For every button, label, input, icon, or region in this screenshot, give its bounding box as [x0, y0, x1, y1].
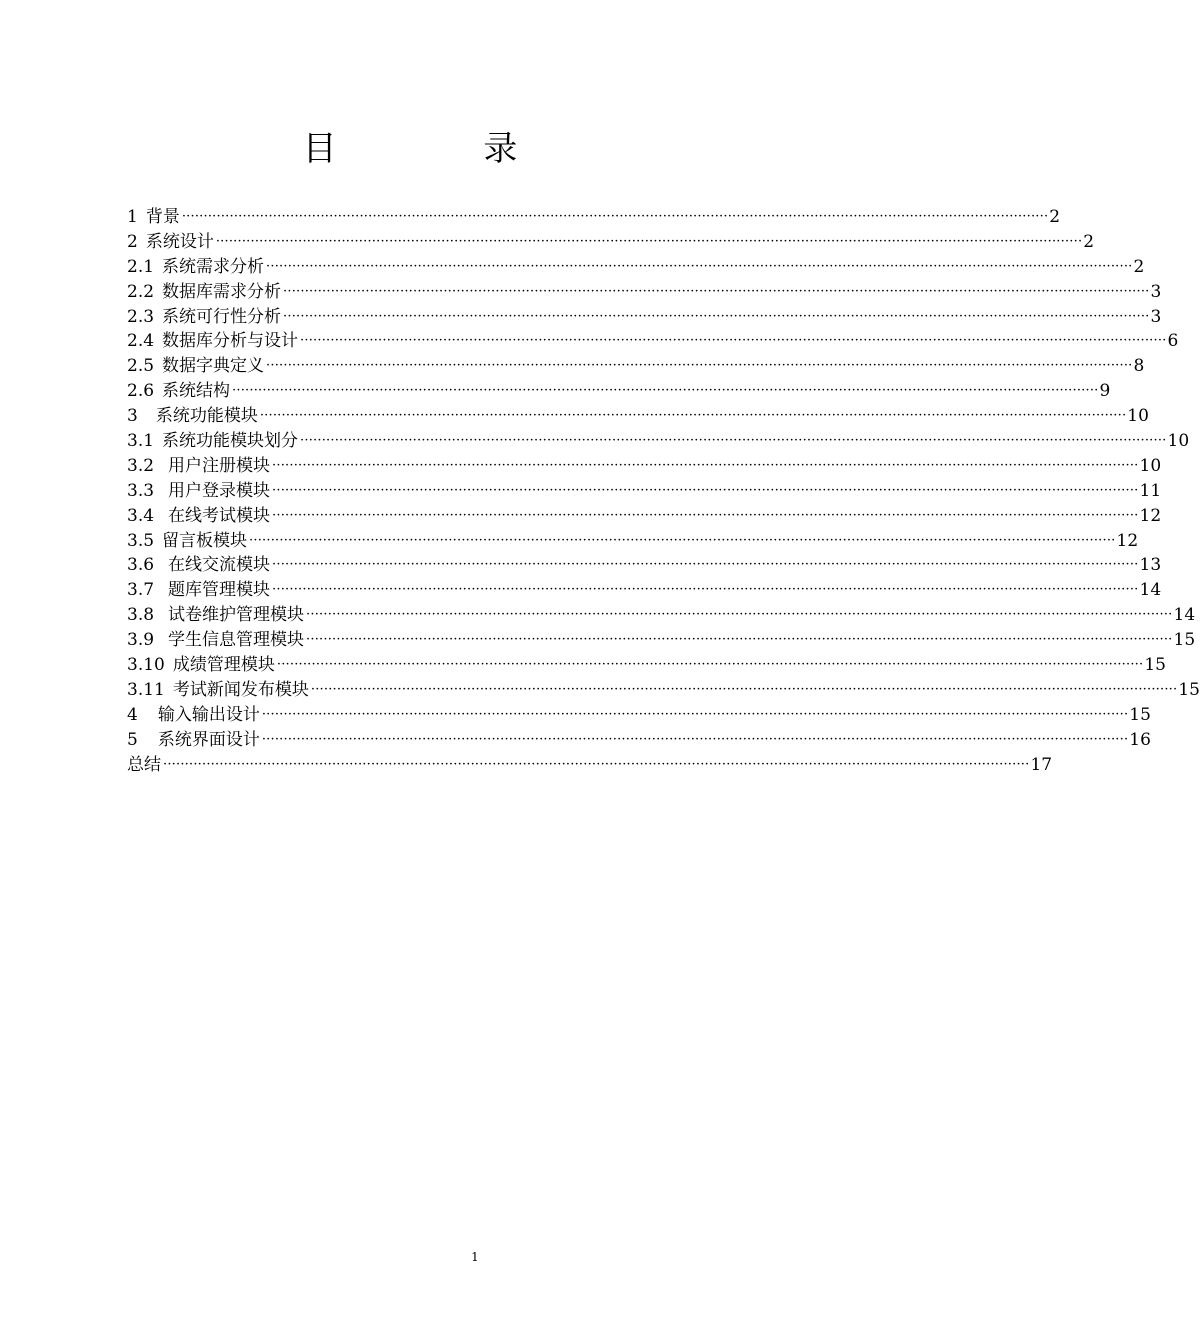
toc-dot-leader: ········································································································································································································	[266, 258, 1133, 274]
toc-entry-label: 总结	[127, 754, 161, 775]
toc-entry-number: 2.5	[127, 356, 155, 377]
toc-entry[interactable]	[127, 753, 1053, 778]
toc-entry-page: 10	[1167, 431, 1190, 452]
toc-entry-page: 12	[1139, 505, 1162, 526]
toc-entry[interactable]	[127, 454, 1162, 479]
toc-entry-label: 用户注册模块	[168, 455, 271, 476]
toc-entry-page: 15	[1144, 655, 1166, 676]
toc-entry-number: 3.5	[127, 530, 155, 551]
toc-entry-label: 试卷维护管理模块	[168, 605, 305, 626]
toc-entry-number: 3.1	[127, 431, 155, 452]
toc-entry-label: 在线考试模块	[168, 505, 271, 526]
toc-entry-number: 2.3	[127, 306, 155, 327]
toc-entry[interactable]	[127, 703, 1151, 728]
toc-dot-leader: ········································································································································································································	[261, 731, 1129, 747]
toc-entry[interactable]	[127, 603, 1196, 628]
toc-dot-leader: ········································································································································································································	[272, 482, 1139, 498]
toc-entry[interactable]	[127, 255, 1145, 280]
toc-entry[interactable]	[127, 205, 1061, 230]
toc-entry-label: 留言板模块	[162, 530, 248, 551]
toc-entry-label: 数据库分析与设计	[162, 331, 299, 352]
toc-entry[interactable]	[127, 230, 1095, 255]
toc-entry-label: 输入输出设计	[157, 704, 260, 725]
toc-entry[interactable]	[127, 479, 1162, 504]
toc-dot-leader: ········································································································································································································	[300, 433, 1167, 449]
toc-dot-leader: ········································································································································································································	[215, 233, 1083, 249]
toc-entry-page: 17	[1030, 754, 1053, 775]
toc-dot-leader: ········································································································································································································	[232, 383, 1099, 399]
toc-entry-number: 3.10	[127, 655, 165, 676]
toc-entry-label: 系统功能模块	[155, 406, 258, 427]
toc-entry-number: 3.3	[127, 480, 155, 501]
toc-entry-number: 3	[127, 406, 138, 427]
toc-entry[interactable]	[127, 578, 1162, 603]
toc-entry-number: 2.6	[127, 381, 155, 402]
toc-entry-page: 2	[1049, 207, 1061, 227]
toc-dot-leader: ········································································································································································································	[249, 532, 1116, 548]
toc-entry-page: 15	[1178, 679, 1200, 700]
toc-entry[interactable]	[127, 728, 1151, 753]
toc-dot-leader: ········································································································································································································	[276, 657, 1144, 673]
toc-dot-leader: ········································································································································································································	[310, 681, 1178, 697]
toc-entry-label: 系统结构	[162, 381, 231, 402]
toc-entry-page: 9	[1099, 381, 1111, 402]
toc-dot-leader: ········································································································································································································	[306, 607, 1173, 623]
toc-entry[interactable]	[127, 429, 1190, 454]
toc-entry[interactable]	[127, 504, 1162, 529]
toc-entry-page: 14	[1139, 580, 1162, 601]
toc-entry-label: 系统功能模块划分	[162, 431, 299, 452]
toc-entry-page: 10	[1127, 406, 1149, 427]
toc-entry[interactable]	[127, 529, 1139, 554]
toc-entry-number: 4	[127, 704, 138, 725]
toc-entry-page: 12	[1116, 530, 1139, 551]
toc-entry-label: 成绩管理模块	[172, 655, 275, 676]
toc-entry-number: 3.6	[127, 555, 155, 576]
toc-entry-label: 系统需求分析	[162, 256, 265, 277]
toc-entry-page: 2	[1083, 231, 1095, 252]
toc-entry-number: 3.7	[127, 580, 155, 601]
toc-entry-page: 15	[1129, 704, 1151, 725]
toc-dot-leader: ········································································································································································································	[272, 457, 1139, 473]
toc-entry-label: 考试新闻发布模块	[172, 679, 309, 700]
toc-entry-number: 2	[127, 231, 138, 252]
toc-entry-number: 1	[127, 207, 138, 227]
table-of-contents	[127, 205, 1200, 777]
toc-entry[interactable]	[127, 305, 1162, 330]
toc-entry[interactable]	[127, 678, 1200, 703]
toc-entry-label: 题库管理模块	[168, 580, 271, 601]
toc-dot-leader: ········································································································································································································	[163, 756, 1030, 772]
toc-entry-label: 背景	[145, 207, 180, 227]
toc-entry-page: 10	[1139, 455, 1162, 476]
toc-dot-leader: ········································································································································································································	[283, 308, 1150, 324]
toc-entry-label: 数据库需求分析	[162, 281, 282, 302]
toc-entry-page: 11	[1139, 480, 1162, 501]
toc-entry-page: 8	[1133, 356, 1145, 377]
toc-entry-number: 5	[127, 729, 138, 750]
toc-dot-leader: ········································································································································································································	[272, 557, 1139, 573]
toc-entry-number: 2.2	[127, 281, 155, 302]
toc-entry-page: 3	[1150, 281, 1162, 302]
toc-entry-page: 2	[1133, 256, 1145, 277]
toc-entry-page: 16	[1129, 729, 1151, 750]
toc-entry[interactable]	[127, 280, 1162, 305]
toc-entry-number: 3.11	[127, 679, 165, 700]
toc-entry-label: 系统界面设计	[157, 729, 260, 750]
toc-entry[interactable]	[127, 553, 1162, 578]
page-title: 目 录	[302, 129, 586, 169]
toc-entry-page: 14	[1173, 605, 1196, 626]
toc-dot-leader: ········································································································································································································	[272, 582, 1139, 598]
toc-entry-number: 2.4	[127, 331, 155, 352]
toc-entry-label: 学生信息管理模块	[168, 630, 305, 651]
toc-dot-leader: ········································································································································································································	[283, 283, 1150, 299]
toc-dot-leader: ········································································································································································································	[259, 408, 1127, 424]
toc-dot-leader: ········································································································································································································	[261, 706, 1129, 722]
toc-entry-number: 3.2	[127, 455, 155, 476]
page-number: 1	[471, 1250, 479, 1264]
toc-entry[interactable]	[127, 329, 1179, 354]
toc-entry-number: 3.9	[127, 630, 155, 651]
toc-entry-page: 13	[1139, 555, 1162, 576]
toc-entry-label: 在线交流模块	[168, 555, 271, 576]
toc-entry-label: 用户登录模块	[168, 480, 271, 501]
toc-entry-label: 系统设计	[145, 231, 214, 252]
toc-entry[interactable]	[127, 404, 1149, 429]
toc-entry[interactable]	[127, 379, 1111, 404]
toc-entry-label: 数据字典定义	[162, 356, 265, 377]
toc-entry-number: 3.8	[127, 605, 155, 626]
toc-entry[interactable]	[127, 628, 1196, 653]
toc-entry-number: 3.4	[127, 505, 155, 526]
toc-entry[interactable]	[127, 354, 1145, 379]
toc-dot-leader: ········································································································································································································	[306, 632, 1173, 648]
toc-entry[interactable]	[127, 653, 1166, 678]
toc-dot-leader: ········································································································································································································	[300, 333, 1167, 349]
toc-dot-leader: ········································································································································································································	[272, 507, 1139, 523]
toc-entry-page: 6	[1167, 331, 1179, 352]
toc-dot-leader: ········································································································································································································	[181, 209, 1049, 224]
toc-entry-page: 15	[1173, 630, 1196, 651]
toc-entry-label: 系统可行性分析	[162, 306, 282, 327]
toc-entry-page: 3	[1150, 306, 1162, 327]
toc-dot-leader: ········································································································································································································	[266, 358, 1133, 374]
toc-entry-number: 2.1	[127, 256, 155, 277]
